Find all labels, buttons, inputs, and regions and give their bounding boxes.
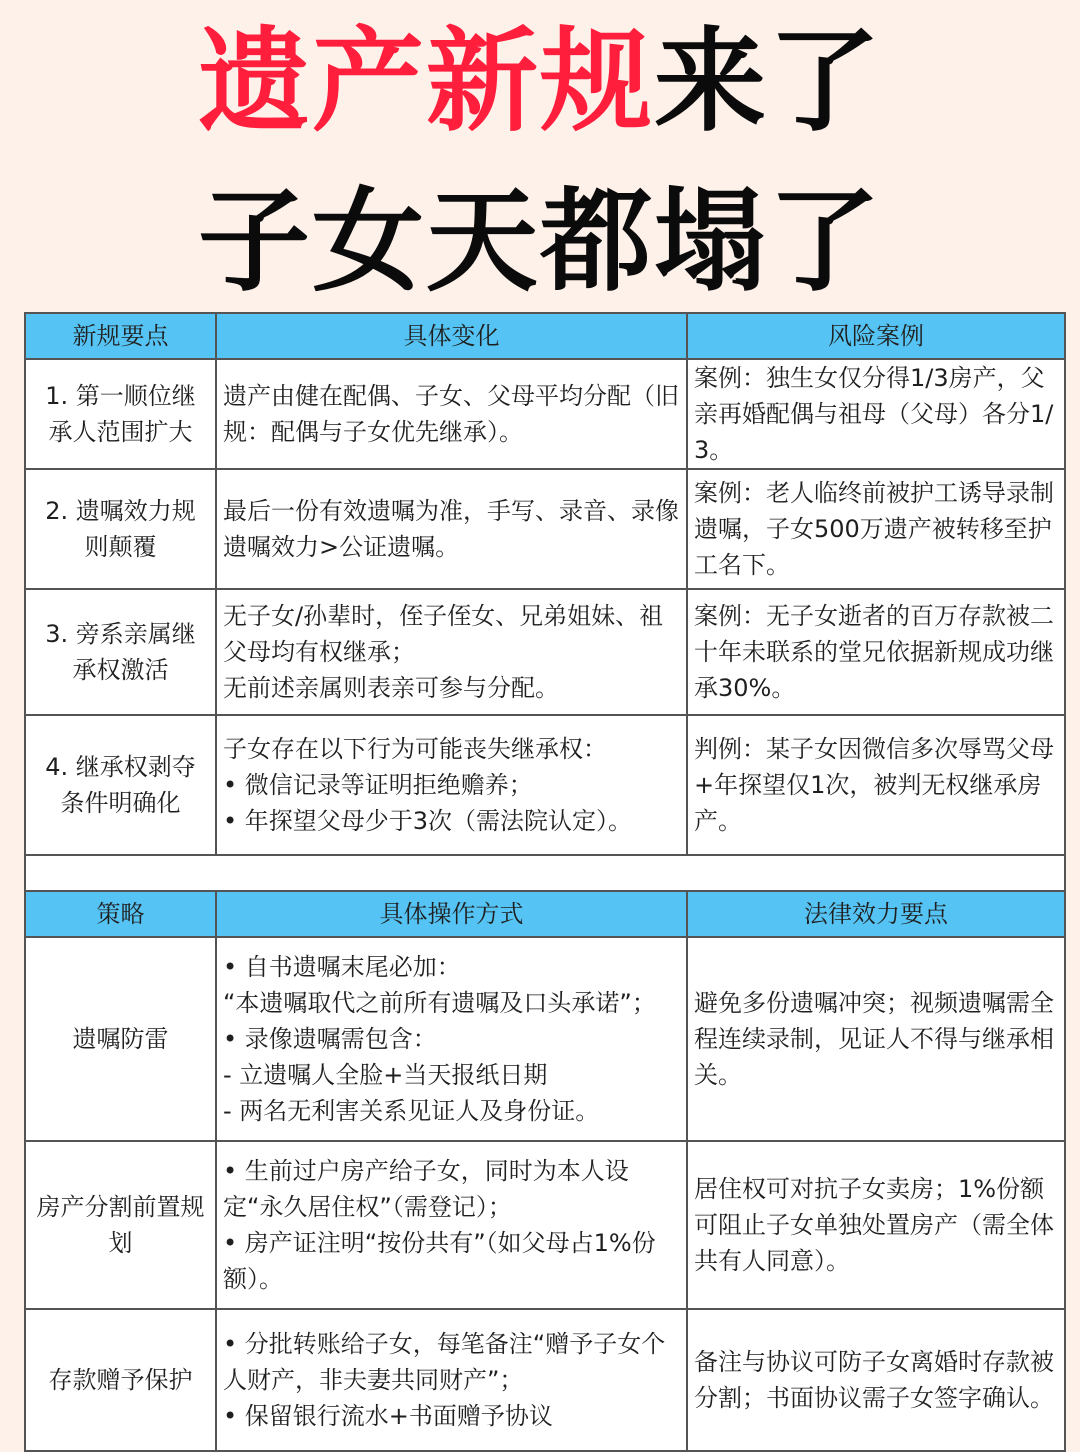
table2-header-method: 具体操作方式 <box>216 891 687 937</box>
method-line: • 自书遗嘱末尾必加： <box>223 953 461 981</box>
table-row <box>25 715 1065 855</box>
title-line-2: 子女天都塌了 <box>198 177 882 307</box>
rule-change-cell <box>216 469 687 589</box>
rule-change-line: • 微信记录等证明拒绝赡养； <box>223 771 533 799</box>
rule-case-cell: 案例：无子女逝者的百万存款被二十年未联系的堂兄依据新规成功继承30%。 <box>687 589 1065 715</box>
title-line-1 <box>0 17 1080 147</box>
table-row <box>25 1309 1065 1451</box>
table1-header-points: 新规要点 <box>25 313 216 359</box>
rule-case-cell: 案例：老人临终前被护工诱导录制遗嘱，子女500万遗产被转移至护工名下。 <box>687 469 1065 589</box>
table1-header-cases: 风险案例 <box>687 313 1065 359</box>
rule-case-cell: 判例：某子女因微信多次辱骂父母+年探望仅1次，被判无权继承房产。 <box>687 715 1065 855</box>
method-line: • 录像遗嘱需包含： <box>223 1025 437 1053</box>
table-row <box>25 469 1065 589</box>
method-line: - 立遗嘱人全脸+当天报纸日期 <box>223 1061 548 1089</box>
title-red-text: 遗产新规 <box>198 17 654 147</box>
rule-change-line: 子女存在以下行为可能丧失继承权： <box>223 735 607 763</box>
strategy-cell: 存款赠予保护 <box>25 1309 216 1451</box>
rule-point-cell: 1. 第一顺位继承人范围扩大 <box>25 359 216 469</box>
effect-cell: 避免多份遗嘱冲突；视频遗嘱需全程连续录制，见证人不得与继承相关。 <box>687 937 1065 1141</box>
effect-cell: 居住权可对抗子女卖房；1%份额可阻止子女单独处置房产（需全体共有人同意）。 <box>687 1141 1065 1309</box>
method-cell <box>216 1141 687 1309</box>
table-spacer-cell <box>25 855 1065 891</box>
table2-header-strategy: 策略 <box>25 891 216 937</box>
rule-point-cell: 2. 遗嘱效力规则颠覆 <box>25 469 216 589</box>
rule-change-line: 最后一份有效遗嘱为准，手写、录音、录像遗嘱效力>公证遗嘱。 <box>223 497 679 561</box>
effect-cell: 备注与协议可防子女离婚时存款被分割；书面协议需子女签字确认。 <box>687 1309 1065 1451</box>
method-line: • 房产证注明“按份共有”（如父母占1%份额）。 <box>223 1229 656 1293</box>
method-line: • 保留银行流水+书面赠予协议 <box>223 1402 553 1430</box>
rule-change-line: 无前述亲属则表亲可参与分配。 <box>223 674 559 702</box>
title-block <box>0 0 1080 312</box>
method-line: “本遗嘱取代之前所有遗嘱及口头承诺”； <box>223 989 656 1017</box>
table-row <box>25 937 1065 1141</box>
table2-header-effect: 法律效力要点 <box>687 891 1065 937</box>
title-black-text: 来了 <box>654 17 882 147</box>
strategy-cell: 房产分割前置规划 <box>25 1141 216 1309</box>
method-line: • 生前过户房产给子女，同时为本人设定“永久居住权”（需登记）； <box>223 1157 629 1221</box>
table1-header-changes: 具体变化 <box>216 313 687 359</box>
rule-change-cell <box>216 359 687 469</box>
table1-header-row <box>25 313 1065 359</box>
rule-case-cell: 案例：独生女仅分得1/3房产，父亲再婚配偶与祖母（父母）各分1/3。 <box>687 359 1065 469</box>
rule-point-cell: 3. 旁系亲属继承权激活 <box>25 589 216 715</box>
rule-change-line: • 年探望父母少于3次（需法院认定）。 <box>223 807 633 835</box>
rule-change-cell <box>216 715 687 855</box>
method-line: - 两名无利害关系见证人及身份证。 <box>223 1097 600 1125</box>
table-row <box>25 589 1065 715</box>
rule-change-cell <box>216 589 687 715</box>
table-spacer-row <box>25 855 1065 891</box>
table-row <box>25 1141 1065 1309</box>
strategy-cell: 遗嘱防雷 <box>25 937 216 1141</box>
rule-change-line: 无子女/孙辈时，侄子侄女、兄弟姐妹、祖父母均有权继承； <box>223 602 664 666</box>
method-line: • 分批转账给子女，每笔备注“赠予子女个人财产，非夫妻共同财产”； <box>223 1330 666 1394</box>
table2-header-row <box>25 891 1065 937</box>
method-cell <box>216 1309 687 1451</box>
tables-container <box>24 312 1064 1430</box>
rule-change-line: 遗产由健在配偶、子女、父母平均分配（旧规：配偶与子女优先继承）。 <box>223 382 679 446</box>
rule-point-cell: 4. 继承权剥夺条件明确化 <box>25 715 216 855</box>
rules-table <box>24 312 1066 1452</box>
table-row <box>25 359 1065 469</box>
method-cell <box>216 937 687 1141</box>
